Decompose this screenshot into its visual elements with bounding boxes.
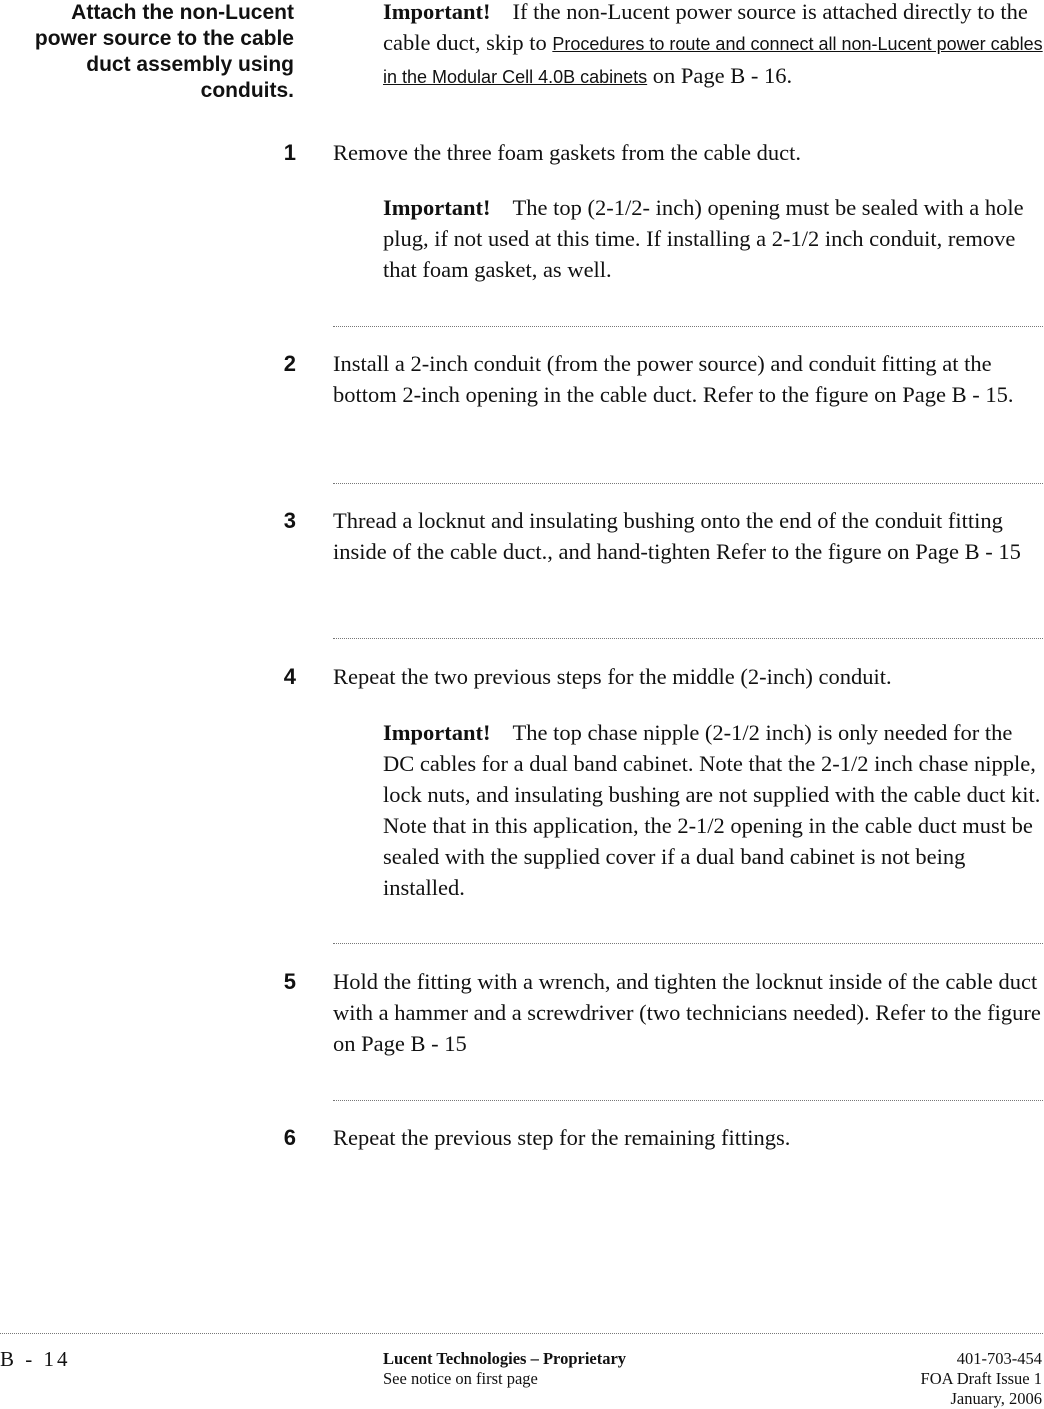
- section-heading-line: Attach the non-Lucent: [71, 1, 294, 24]
- footer-doc-number: 401-703-454: [956, 1349, 1042, 1368]
- footer-divider: [0, 1333, 1043, 1334]
- footer-notice: See notice on first page: [383, 1369, 538, 1388]
- step-text: Hold the fitting with a wrench, and tighten the locknut inside of the cable duct with a hammer and a screwdriver (two technicians needed). Refer to the figure on Page B - 15: [333, 969, 1041, 1056]
- note-text: The top chase nipple (2-1/2 inch) is only needed for the DC cables for a dual band cabinet. Note that the 2-1/2 inch chase nipple, lock nuts, and insulating bushing are not supplied with the cable duct kit. Note that in this application, the 2-1/2 opening in the cable duct must be sealed with the supplied cover if a dual band cabinet is not being installed.: [383, 720, 1041, 900]
- page-number: B - 14: [0, 1347, 71, 1371]
- step-text: Remove the three foam gaskets from the cable duct.: [333, 140, 801, 165]
- footer-doc-info: [921, 1349, 1042, 1409]
- section-heading-line: conduits.: [200, 79, 294, 102]
- step-text: Repeat the two previous steps for the middle (2-inch) conduit.: [333, 664, 892, 689]
- step-text: Repeat the previous step for the remaining fittings.: [333, 1125, 791, 1150]
- step4-important-note: [383, 717, 1043, 903]
- step-divider: [333, 1100, 1043, 1101]
- procedure-link[interactable]: Procedures to route and connect all non-Lucent power cables in the Modular Cell 4.0B cabinets: [383, 34, 1043, 87]
- section-heading-line: duct assembly using: [86, 53, 294, 76]
- step-text: Thread a locknut and insulating bushing onto the end of the conduit fitting inside of the cable duct., and hand-tighten Refer to the figure on Page B - 15: [333, 508, 1021, 564]
- section-heading-line: power source to the cable: [34, 27, 294, 50]
- important-label: Important!: [383, 720, 491, 745]
- step-number: 6: [283, 1125, 296, 1150]
- step-number: 2: [283, 351, 296, 376]
- step-text: Install a 2-inch conduit (from the power source) and conduit fitting at the bottom 2-inch opening in the cable duct. Refer to the figure on Page B - 15.: [333, 351, 1014, 407]
- step-number: 5: [283, 969, 296, 994]
- step-divider: [333, 638, 1043, 639]
- footer-issue: FOA Draft Issue 1: [920, 1369, 1042, 1388]
- footer-date: January, 2006: [950, 1389, 1042, 1408]
- important-label: Important!: [383, 0, 491, 24]
- step-number: 3: [283, 508, 296, 533]
- footer-proprietary: [383, 1349, 626, 1389]
- note-text: The top (2-1/2- inch) opening must be sealed with a hole plug, if not used at this time. If installing a 2-1/2 inch conduit, remove that foam gasket, as well.: [383, 195, 1024, 282]
- step-divider: [333, 326, 1043, 327]
- step-number: 4: [283, 664, 296, 689]
- step-number: 1: [283, 140, 296, 165]
- important-label: Important!: [383, 195, 491, 220]
- note-text: If the non-Lucent power source is attached directly to the cable duct, skip to: [383, 0, 1028, 55]
- section-heading: [0, 0, 294, 104]
- intro-important-note: [383, 0, 1043, 93]
- step1-important-note: [383, 192, 1043, 285]
- note-text-after: on Page B - 16.: [647, 63, 793, 88]
- step-divider: [333, 483, 1043, 484]
- step-divider: [333, 943, 1043, 944]
- footer-company: Lucent Technologies – Proprietary: [383, 1349, 627, 1368]
